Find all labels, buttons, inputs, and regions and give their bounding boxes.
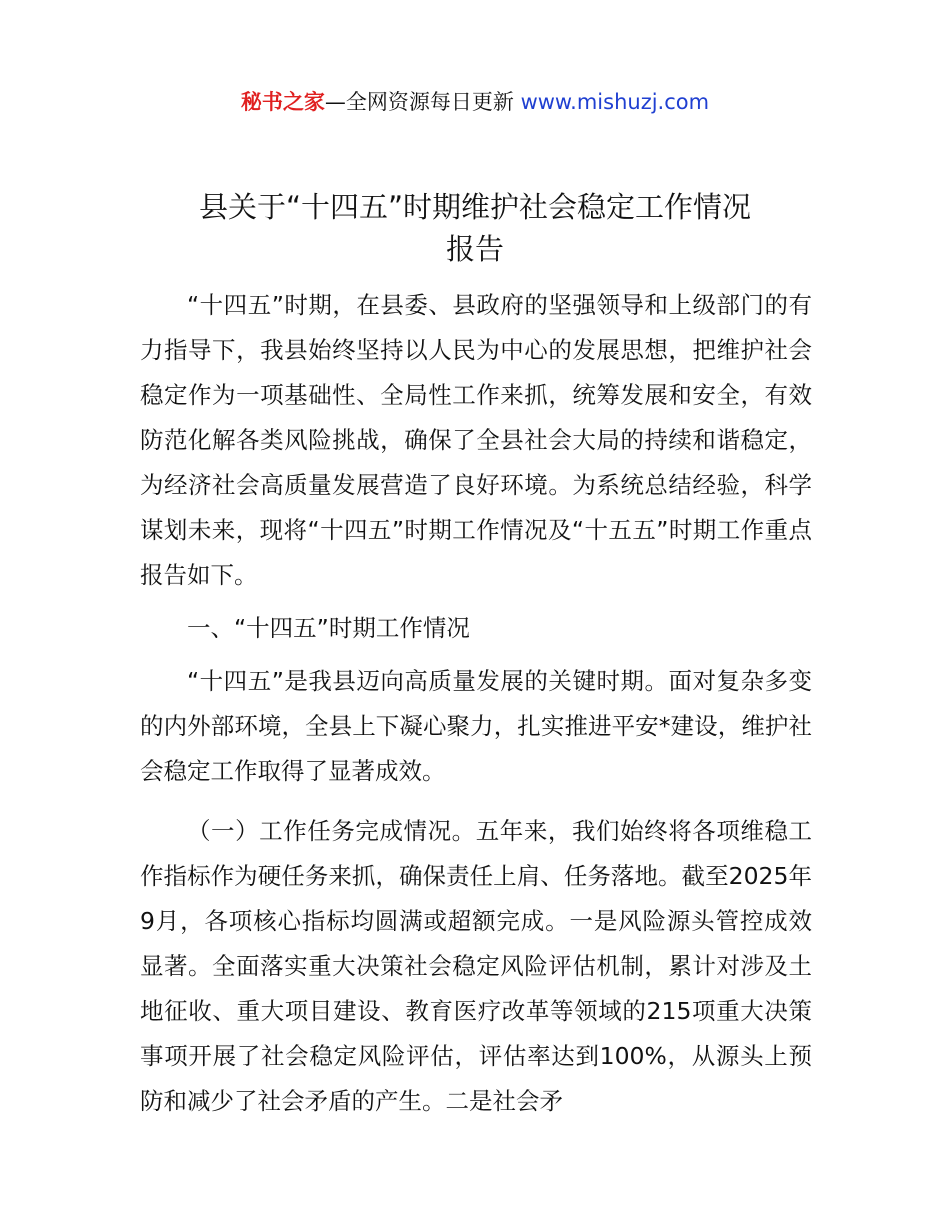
site-url-link[interactable]: www.mishuzj.com bbox=[520, 90, 710, 114]
brand-name: 秘书之家 bbox=[240, 90, 325, 114]
title-line-2: 报告 bbox=[445, 232, 504, 266]
paragraph-intro: “十四五”时期，在县委、县政府的坚强领导和上级部门的有力指导下，我县始终坚持以人民为中心的发展思想，把维护社会稳定作为一项基础性、全局性工作来抓，统筹发展和安全，有效防范化解各类风险挑战，确保了全县社会大局的持续和谐稳定，为经济社会高质量发展营造了良好环境。为系统总结经验，科学谋划未来，现将“十四五”时期工作情况及“十五五”时期工作重点报告如下。 bbox=[140, 291, 812, 589]
header-tagline: —全网资源每日更新 bbox=[324, 90, 521, 114]
site-header bbox=[0, 86, 950, 118]
section-heading-1: 一、“十四五”时期工作情况 bbox=[187, 614, 470, 642]
document-title bbox=[0, 186, 950, 270]
title-line-1: 县关于“十四五”时期维护社会稳定工作情况 bbox=[198, 190, 752, 224]
document-body bbox=[140, 283, 812, 1124]
paragraph-overview: “十四五”是我县迈向高质量发展的关键时期。面对复杂多变的内外部环境，全县上下凝心聚力，扎实推进平安*建设，维护社会稳定工作取得了显著成效。 bbox=[140, 667, 812, 785]
paragraph-task-completion: （一）工作任务完成情况。五年来，我们始终将各项维稳工作指标作为硬任务来抓，确保责任上肩、任务落地。截至2025年9月，各项核心指标均圆满或超额完成。一是风险源头管控成效显著。全面落实重大决策社会稳定风险评估机制，累计对涉及土地征收、重大项目建设、教育医疗改革等领域的215项重大决策事项开展了社会稳定风险评估，评估率达到100%，从源头上预防和减少了社会矛盾的产生。二是社会矛 bbox=[140, 817, 812, 1115]
